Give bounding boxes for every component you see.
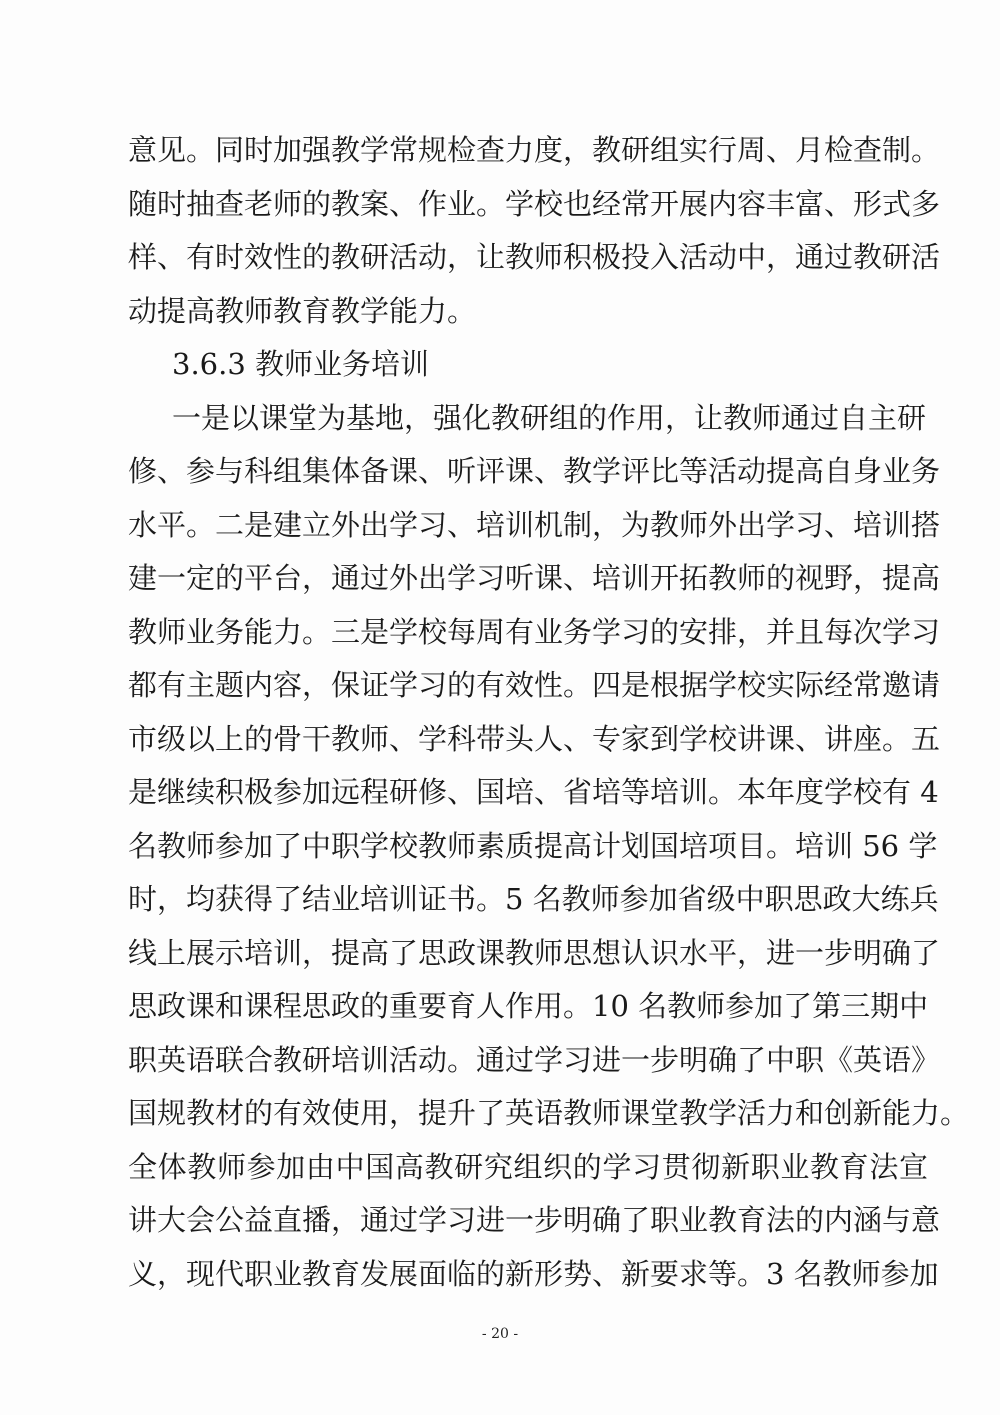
text-line: 都有主题内容，保证学习的有效性。四是根据学校实际经常邀请: [128, 668, 941, 702]
text-line: 动提高教师教育教学能力。: [128, 293, 477, 328]
text-line: 义，现代职业教育发展面临的新形势、新要求等。3 名教师参加: [128, 1256, 939, 1291]
text-line: 水平。二是建立外出学习、培训机制，为教师外出学习、培训搭: [128, 507, 941, 542]
text-line: 样、有时效性的教研活动，让教师积极投入活动中，通过教研活: [128, 240, 941, 274]
text-line: 时，均获得了结业培训证书。5 名教师参加省级中职思政大练兵: [128, 882, 939, 916]
text-line: 思政课和课程思政的重要育人作用。10 名教师参加了第三期中: [128, 989, 929, 1023]
text-line: 全体教师参加由中国高教研究组织的学习贯彻新职业教育法宣: [128, 1149, 928, 1184]
paragraph-1: [128, 124, 941, 338]
text-line: 教师业务能力。三是学校每周有业务学习的安排，并且每次学习: [128, 614, 941, 649]
text-line: 国规教材的有效使用，提升了英语教师课堂教学活力和创新能力。: [128, 1096, 970, 1130]
paragraph-2: [128, 392, 970, 1302]
text-line: 是继续积极参加远程研修、国培、省培等培训。本年度学校有 4: [128, 775, 939, 809]
section-heading: 3.6.3 教师业务培训: [172, 347, 430, 381]
text-line: 职英语联合教研培训活动。通过学习进一步明确了中职《英语》: [128, 1042, 941, 1077]
text-line: 修、参与科组集体备课、听评课、教学评比等活动提高自身业务: [128, 454, 941, 488]
text-line: 建一定的平台，通过外出学习听课、培训开拓教师的视野，提高: [128, 561, 941, 595]
text-line: 随时抽查老师的教案、作业。学校也经常开展内容丰富、形式多: [128, 186, 941, 221]
text-line: 讲大会公益直播，通过学习进一步明确了职业教育法的内涵与意: [128, 1203, 941, 1237]
body-text: [128, 124, 970, 1301]
text-line: 一是以课堂为基地，强化教研组的作用，让教师通过自主研: [172, 400, 927, 435]
page-number: - 20 -: [481, 1326, 519, 1342]
text-line: 名教师参加了中职学校教师素质提高计划国培项目。培训 56 学: [128, 828, 938, 863]
text-line: 线上展示培训，提高了思政课教师思想认识水平，进一步明确了: [128, 935, 941, 970]
text-line: 意见。同时加强教学常规检查力度，教研组实行周、月检查制。: [128, 133, 941, 167]
text-line: 市级以上的骨干教师、学科带头人、专家到学校讲课、讲座。五: [128, 721, 941, 756]
